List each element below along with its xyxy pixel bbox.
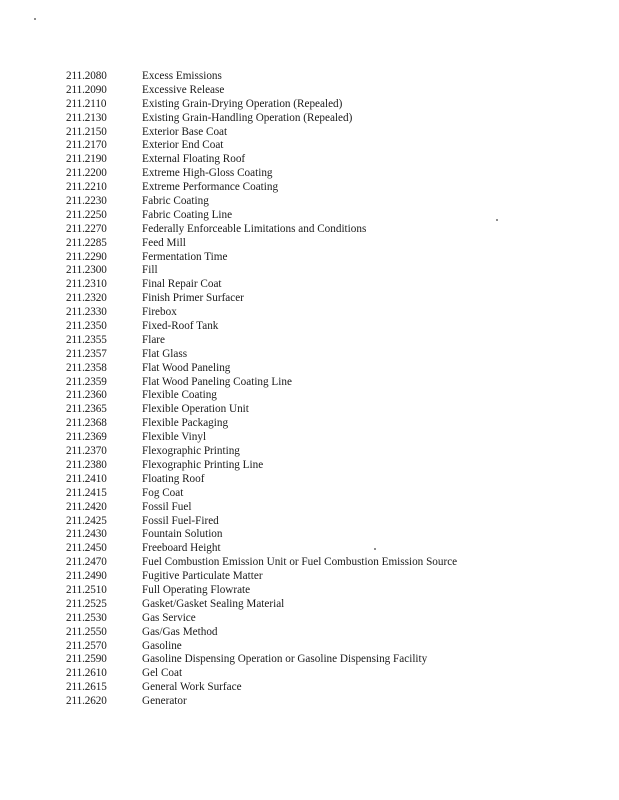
definition-entry [0, 98, 560, 112]
definition-entry [0, 626, 560, 640]
defined-term: Gasket/Gasket Sealing Material [142, 597, 285, 610]
section-number: 211.2330 [66, 306, 107, 319]
section-number: 211.2290 [66, 250, 107, 263]
section-number: 211.2490 [66, 570, 107, 583]
section-number: 211.2430 [66, 528, 107, 541]
defined-term: Floating Roof [142, 472, 205, 485]
defined-term: Flexible Coating [142, 389, 217, 402]
section-number: 211.2450 [66, 542, 107, 555]
section-number: 211.2359 [66, 375, 107, 388]
section-number: 211.2368 [66, 417, 107, 430]
section-number: 211.2110 [66, 97, 107, 110]
defined-term: Flexible Packaging [142, 417, 229, 430]
section-number: 211.2550 [66, 625, 107, 638]
definition-entry [0, 139, 560, 153]
defined-term: External Floating Roof [142, 153, 246, 166]
defined-term: Final Repair Coat [142, 278, 222, 291]
defined-term: Extreme High-Gloss Coating [142, 167, 273, 180]
defined-term: Fountain Solution [142, 528, 223, 541]
defined-term: Flexographic Printing [142, 445, 240, 458]
section-number: 211.2090 [66, 83, 107, 96]
defined-term: Flexographic Printing Line [142, 458, 264, 471]
defined-term: Full Operating Flowrate [142, 583, 251, 596]
defined-term: Finish Primer Surfacer [142, 292, 244, 305]
section-number: 211.2525 [66, 597, 107, 610]
section-number: 211.2190 [66, 153, 107, 166]
defined-term: Generator [142, 695, 187, 708]
defined-term: Gasoline [142, 639, 182, 652]
section-number: 211.2420 [66, 500, 107, 513]
section-number: 211.2615 [66, 681, 107, 694]
section-number: 211.2250 [66, 208, 107, 221]
defined-term: General Work Surface [142, 681, 242, 694]
definition-entry [0, 153, 560, 167]
section-number: 211.2470 [66, 556, 107, 569]
section-number: 211.2355 [66, 333, 107, 346]
definition-entry [0, 195, 560, 209]
defined-term: Excess Emissions [142, 70, 222, 82]
defined-term: Federally Enforceable Limitations and Conditions [142, 222, 367, 235]
section-number: 211.2380 [66, 458, 107, 471]
defined-term: Fog Coat [142, 486, 184, 499]
section-number: 211.2369 [66, 431, 107, 444]
definition-entry [0, 403, 560, 417]
definition-entry [0, 487, 560, 501]
definition-entry [0, 556, 560, 570]
defined-term: Extreme Performance Coating [142, 181, 279, 194]
defined-term: Fabric Coating Line [142, 208, 233, 221]
definition-entry [0, 167, 560, 181]
definition-entry [0, 612, 560, 626]
section-number: 211.2150 [66, 125, 107, 138]
section-number: 211.2590 [66, 653, 107, 666]
defined-term: Gel Coat [142, 667, 183, 680]
section-number: 211.2570 [66, 639, 107, 652]
definition-entry [0, 417, 560, 431]
section-number: 211.2350 [66, 320, 107, 333]
definition-entry [0, 681, 560, 695]
definition-entry [0, 306, 560, 320]
defined-term: Fixed-Roof Tank [142, 320, 219, 333]
defined-term: Fabric Coating [142, 195, 209, 208]
definition-entry [0, 348, 560, 362]
defined-term: Firebox [142, 306, 177, 319]
section-number: 211.2285 [66, 236, 107, 249]
section-number: 211.2510 [66, 583, 107, 596]
section-number: 211.2080 [66, 70, 107, 82]
definition-entry [0, 695, 560, 709]
section-number: 211.2620 [66, 695, 107, 708]
section-number: 211.2170 [66, 139, 107, 152]
section-number: 211.2300 [66, 264, 107, 277]
definition-entry [0, 515, 560, 529]
defined-term: Flare [142, 333, 165, 346]
definition-entry [0, 112, 560, 126]
section-number: 211.2130 [66, 111, 107, 124]
definition-entry [0, 264, 560, 278]
definition-entry [0, 209, 560, 223]
defined-term: Flexible Vinyl [142, 431, 207, 444]
definition-entry [0, 181, 560, 195]
definition-entry [0, 528, 560, 542]
definition-entry [0, 251, 560, 265]
definition-entry [0, 640, 560, 654]
section-number: 211.2365 [66, 403, 107, 416]
defined-term: Gas Service [142, 611, 196, 624]
defined-term: Flat Wood Paneling Coating Line [142, 375, 292, 388]
definition-entry [0, 584, 560, 598]
definition-entry [0, 376, 560, 390]
defined-term: Exterior Base Coat [142, 125, 228, 138]
scan-speck [34, 18, 36, 20]
defined-term: Gas/Gas Method [142, 625, 218, 638]
definition-entry [0, 445, 560, 459]
section-number: 211.2425 [66, 514, 107, 527]
defined-term: Fill [142, 264, 158, 277]
definition-entry [0, 389, 560, 403]
definition-entry [0, 320, 560, 334]
section-number: 211.2357 [66, 347, 107, 360]
definition-entry [0, 292, 560, 306]
section-number: 211.2370 [66, 445, 107, 458]
section-number: 211.2200 [66, 167, 107, 180]
section-number: 211.2210 [66, 181, 107, 194]
section-number: 211.2610 [66, 667, 107, 680]
definition-entry [0, 278, 560, 292]
section-number: 211.2310 [66, 278, 107, 291]
defined-term: Excessive Release [142, 83, 225, 96]
defined-term: Existing Grain-Drying Operation (Repealed) [142, 97, 343, 110]
definition-entry [0, 126, 560, 140]
defined-term: Fermentation Time [142, 250, 228, 263]
section-number: 211.2415 [66, 486, 107, 499]
defined-term: Flat Wood Paneling [142, 361, 231, 374]
section-number: 211.2358 [66, 361, 107, 374]
defined-term: Fossil Fuel [142, 500, 192, 513]
definition-entry [0, 237, 560, 251]
definition-entry [0, 473, 560, 487]
defined-term: Gasoline Dispensing Operation or Gasoline Dispensing Facility [142, 653, 428, 666]
definition-entry [0, 431, 560, 445]
definitions-list [0, 70, 560, 709]
defined-term: Fuel Combustion Emission Unit or Fuel Combustion Emission Source [142, 556, 458, 569]
definition-entry [0, 542, 560, 556]
defined-term: Freeboard Height [142, 542, 221, 555]
definition-entry [0, 459, 560, 473]
section-number: 211.2320 [66, 292, 107, 305]
defined-term: Flexible Operation Unit [142, 403, 249, 416]
definition-entry [0, 653, 560, 667]
section-number: 211.2530 [66, 611, 107, 624]
definition-entry [0, 334, 560, 348]
definition-entry [0, 598, 560, 612]
section-number: 211.2230 [66, 195, 107, 208]
definition-entry [0, 70, 560, 84]
defined-term: Existing Grain-Handling Operation (Repealed) [142, 111, 353, 124]
defined-term: Flat Glass [142, 347, 188, 360]
definition-entry [0, 667, 560, 681]
definition-entry [0, 84, 560, 98]
definition-entry [0, 223, 560, 237]
definition-entry [0, 501, 560, 515]
section-number: 211.2360 [66, 389, 107, 402]
defined-term: Feed Mill [142, 236, 186, 249]
definition-entry [0, 362, 560, 376]
defined-term: Fugitive Particulate Matter [142, 570, 263, 583]
section-number: 211.2270 [66, 222, 107, 235]
defined-term: Fossil Fuel-Fired [142, 514, 219, 527]
definition-entry [0, 570, 560, 584]
section-number: 211.2410 [66, 472, 107, 485]
defined-term: Exterior End Coat [142, 139, 224, 152]
